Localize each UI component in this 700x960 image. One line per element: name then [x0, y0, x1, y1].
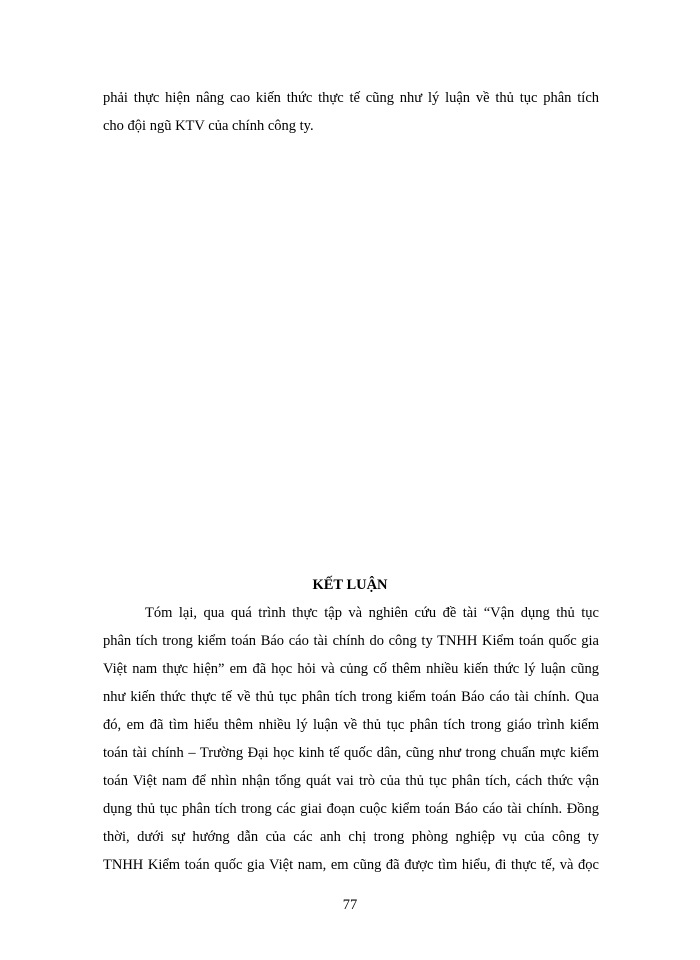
paragraph-line-3: Việt nam thực hiện” em đã học hỏi và củng cố thêm nhiều kiến thức lý luận cũng — [103, 661, 599, 677]
paragraph-line-9: thời, dưới sự hướng dẫn của các anh chị trong phòng nghiệp vụ của công ty — [103, 829, 599, 845]
section-heading: KẾT LUẬN — [312, 577, 388, 593]
paragraph-line-1: Tóm lại, qua quá trình thực tập và nghiên cứu đề tài “Vận dụng thủ tục — [145, 605, 599, 621]
paragraph-line-5: đó, em đã tìm hiểu thêm nhiều lý luận về thủ tục phân tích trong giáo trình kiểm — [103, 717, 599, 733]
page-number: 77 — [342, 897, 358, 913]
paragraph-line-6: toán tài chính – Trường Đại học kinh tế quốc dân, cũng như trong chuẩn mực kiểm — [103, 745, 599, 761]
continuation-line-1: phải thực hiện nâng cao kiến thức thực tế cũng như lý luận về thủ tục phân tích — [103, 90, 599, 106]
continuation-line-2: cho đội ngũ KTV của chính công ty. — [103, 118, 314, 134]
paragraph-line-10: TNHH Kiểm toán quốc gia Việt nam, em cũng đã được tìm hiểu, đi thực tế, và đọc — [103, 857, 599, 873]
paragraph-line-2: phân tích trong kiểm toán Báo cáo tài chính do công ty TNHH Kiểm toán quốc gia — [103, 633, 599, 649]
paragraph-line-7: toán Việt nam để nhìn nhận tổng quát vai trò của thủ tục phân tích, cách thức vận — [103, 773, 599, 789]
paragraph-line-8: dụng thủ tục phân tích trong các giai đoạn cuộc kiểm toán Báo cáo tài chính. Đồng — [103, 801, 599, 817]
paragraph-line-4: như kiến thức thực tế về thủ tục phân tích trong kiểm toán Báo cáo tài chính. Qua — [103, 689, 599, 705]
